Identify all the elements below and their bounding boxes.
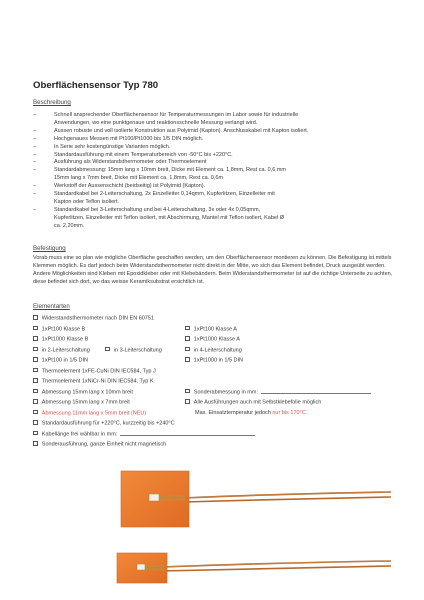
checkbox[interactable]	[185, 347, 190, 352]
section-heading-elementarten: Elementarten	[33, 303, 70, 310]
option-label: 1xPt100 Klasse A	[193, 325, 237, 332]
product-photo	[33, 465, 393, 593]
option-label: in 4-Leiterschaltung	[193, 346, 242, 353]
option-label: Thermoelement 1xNiCr-Ni DIN IEC584, Typ K	[41, 378, 154, 385]
checkbox[interactable]	[33, 399, 38, 404]
checkbox[interactable]	[185, 357, 190, 362]
checkbox[interactable]	[33, 315, 38, 320]
bullet-item: – Werkstoff der Aussenschicht (beidseitig) ist Polyimid (Kapton).	[33, 183, 206, 190]
option-label: 1xPt1000 Klasse A	[193, 336, 240, 343]
beschreibung-list	[33, 112, 393, 231]
checkbox[interactable]	[185, 336, 190, 341]
checkbox[interactable]	[33, 378, 38, 383]
bullet-item: – Ausführung als Widerstandsthermometer oder Thermoelement	[33, 159, 207, 166]
option-label-new: Abmessung 11mm lang x 5mm breit (NEU)	[41, 409, 147, 416]
checkbox[interactable]	[185, 389, 190, 394]
checkbox[interactable]	[33, 336, 38, 341]
befestigung-paragraph: Vorab muss eine so plan wie mögliche Oberfläche geschaffen werden, um den Oberflächensensor montieren zu können. Die Befestigung ist mittels Klemmen möglich. Es darf jedoch beim Widerstandsthermometer nicht direkt in der Mitte, wo sich das Element befindet, Druck ausgeübt werden. Andere Möglichkeiten sind Kleben mit Epoxidkleber oder mit Klebebändern. Beim Widerstandsthermometer ist auf die richtige Unterseite zu achten, diese befindet sich dort, wo das weisse Keramiksubstrat ersichtlich ist.	[33, 255, 393, 285]
checkbox[interactable]	[33, 389, 38, 394]
bullet-item: – Schnell ansprechender Oberflächensensor für Temperaturmessungen im Labor sowie für industrielle Anwendungen, wo eine punktgenaue und reaktionsschnelle Messung verlangt wird.	[33, 112, 299, 126]
temperature-note-highlight: nur bis 170°C.	[272, 409, 308, 416]
checkbox[interactable]	[33, 431, 38, 436]
option-label: in 3-Leiterschaltung	[113, 346, 162, 353]
checkbox[interactable]	[185, 326, 190, 331]
checkbox[interactable]	[105, 347, 110, 352]
checkbox[interactable]	[33, 368, 38, 373]
option-label: Abmessung 15mm lang x 10mm breit	[41, 388, 133, 395]
bullet-item: – Aussen robuste und voll isolierte Konstruktion aus Polyimid (Kapton). Anschlusskabel mit Kapton isoliert.	[33, 127, 309, 134]
bullet-item: – Standardabmessung: 15mm lang x 10mm breit, Dicke mit Element ca. 1,8mm, Rest ca. 0,6 mm 15mm lang x 7mm breit, Dicke mit Element ca. 1,8mm, Rest ca. 0,6m	[33, 167, 287, 182]
checkbox[interactable]	[33, 441, 38, 446]
option-label: Widerstandsthermometer nach DIN EN 60751	[41, 315, 154, 322]
option-label: 1xPt100 Klasse B	[41, 325, 86, 332]
option-label: Alle Ausführungen auch mit Selbstklebefolie möglich	[193, 399, 322, 406]
checkbox[interactable]	[33, 357, 38, 362]
checkbox[interactable]	[33, 326, 38, 331]
kabellaenge-input-line[interactable]	[120, 431, 255, 436]
option-label: Thermoelement 1xFE-CuNi DIN IEC584, Typ J	[41, 367, 156, 374]
section-heading-beschreibung: Beschreibung	[33, 99, 71, 106]
bullet-item: – Standardkabel bei 3-Leiterschaltung und bei 4-Leiterschaltung, 3x oder 4x 0,05qmm, Kupferlitzen, Einzelleiter mit Teflon isoliert, mit Abschirmung, Mantel mit Teflon isoliert, Kabel Ø ca. 2,20mm.	[33, 206, 284, 229]
bullet-item: – Hochgenaues Messen mit Pt100/Pt1000 bis 1/5 DIN möglich.	[33, 135, 204, 142]
checkbox[interactable]	[185, 399, 190, 404]
option-label: Sonderausführung, ganze Einheit nicht magnetisch	[41, 441, 167, 448]
bullet-item: – Standardkabel bei 2-Leiterschaltung, 2x Einzelleiter 0,14qmm, Kupferlitzen, Einzelleiter mit Kapton oder Teflon isoliert.	[33, 191, 275, 205]
option-label: Standardausführung für +220°C, kurzzeitig bis +240°C	[41, 420, 175, 427]
option-label: 1xPt1000 Klasse B	[41, 336, 89, 343]
option-label: 1xPt1000 in 1/5 DIN	[193, 357, 244, 364]
sonderabmessung-input-line[interactable]	[261, 389, 371, 394]
temperature-note: Max. Einsatztemperatur jedoch	[195, 409, 273, 416]
bullet-item: – In Serie sehr kostengünstige Varianten möglich.	[33, 143, 171, 150]
checkbox[interactable]	[33, 347, 38, 352]
section-heading-befestigung: Befestigung	[33, 245, 66, 252]
page-title: Oberflächensensor Typ 780	[33, 80, 159, 91]
option-label: Abmessung 15mm lang x 7mm breit	[41, 399, 130, 406]
checkbox[interactable]	[33, 410, 38, 415]
sensor-large-image	[121, 471, 391, 527]
option-label: 1xPt100 in 1/5 DIN	[41, 357, 88, 364]
checkbox[interactable]	[33, 420, 38, 425]
elementarten-form	[33, 315, 393, 452]
bullet-item: – Standardausführung mit einem Temperaturbereich von -50°C bis +220°C.	[33, 151, 233, 158]
option-label: Sonderabmessung in mm:	[193, 388, 258, 395]
option-label: in 2-Leiterschaltung	[41, 346, 90, 353]
option-label: Kabellänge frei wählbar in mm:	[41, 430, 118, 437]
sensor-small-image	[117, 553, 391, 583]
